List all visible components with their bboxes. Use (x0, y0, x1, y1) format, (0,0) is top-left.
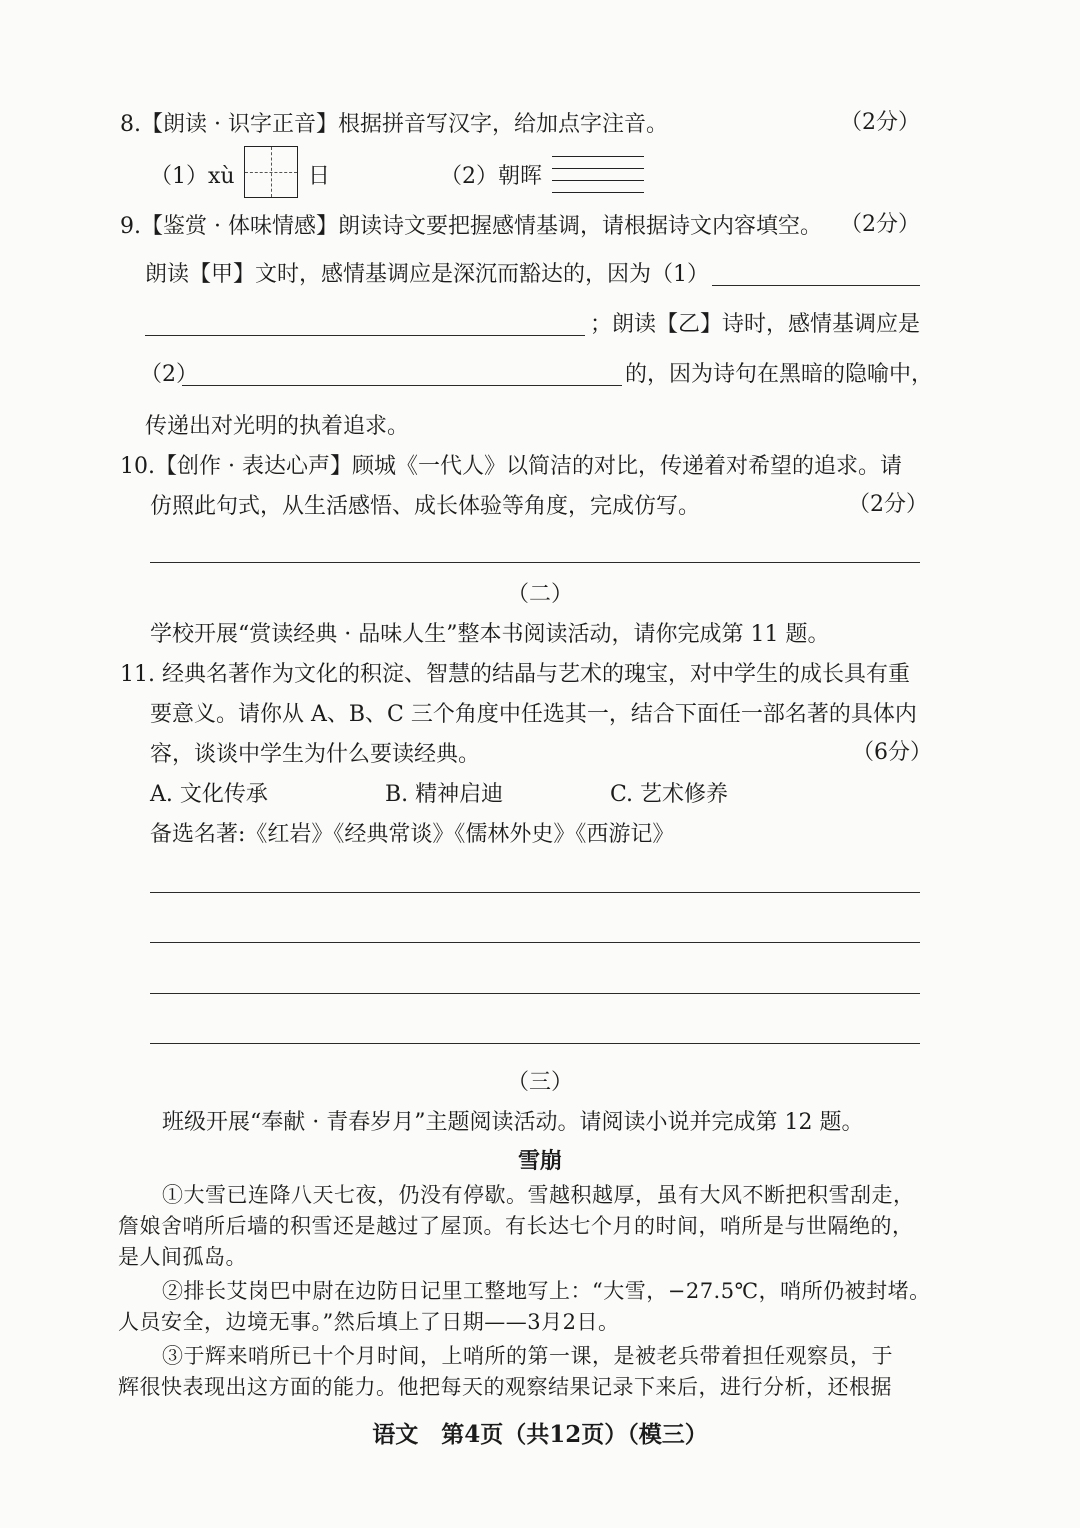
section2-heading: （二） (506, 582, 573, 607)
story-title: 雪崩 (517, 1148, 562, 1174)
page-footer: 语文 第4页（共12页）（模三） (372, 1421, 708, 1448)
q11-answer-line-2[interactable] (150, 942, 920, 943)
q9-line2: ；朗读【乙】诗时，感情基调应是 (590, 312, 921, 337)
q9-line3-prefix: （2） (140, 362, 198, 387)
story-p1-line3: 是人间孤岛。 (118, 1245, 247, 1269)
tianzige-box[interactable] (244, 146, 298, 198)
q11-line1: 11. 经典名著作为文化的积淀、智慧的结晶与艺术的瑰宝，对中学生的成长具有重 (120, 662, 910, 687)
q11-line3: 容，谈谈中学生为什么要读经典。 (150, 742, 481, 767)
q11-answer-line-1[interactable] (150, 892, 920, 893)
q11-points: （6分） (852, 740, 932, 765)
q8-points: （2分） (840, 110, 920, 135)
q9-blank1a[interactable] (712, 285, 920, 286)
q9-blank2[interactable] (182, 385, 622, 386)
q9-line4: 传递出对光明的执着追求。 (145, 414, 410, 439)
story-p3-line2: 辉很快表现出这方面的能力。他把每天的观察结果记录下来后，进行分析，还根据 (118, 1375, 892, 1399)
q11-option-b: B. 精神启迪 (385, 782, 504, 807)
q10-answer-line[interactable] (150, 562, 920, 563)
story-p1-line1: ①大雪已连降八天七夜，仍没有停歇。雪越积越厚，虽有大风不断把积雪刮走， (162, 1183, 915, 1207)
q10-text: 10.【创作 · 表达心声】顾城《一代人》以简洁的对比，传递着对希望的追求。请 (120, 454, 902, 479)
q9-line1: 朗读【甲】文时，感情基调应是深沉而豁达的，因为（1） (145, 262, 709, 287)
section2-intro: 学校开展“赏读经典 · 品味人生”整本书阅读活动，请你完成第 11 题。 (150, 622, 830, 647)
story-p3-line1: ③于辉来哨所已十个月时间，上哨所的第一课，是被老兵带着担任观察员，于 (162, 1344, 893, 1368)
q8-item2: （2）朝晖 (440, 164, 542, 189)
q8-text: 8.【朗读 · 识字正音】根据拼音写汉字，给加点字注音。 (120, 112, 668, 137)
q11-answer-line-3[interactable] (150, 993, 920, 994)
q11-option-a: A. 文化传承 (150, 782, 268, 807)
q9-line3-suffix: 的，因为诗句在黑暗的隐喻中， (625, 362, 934, 387)
q10-points: （2分） (848, 492, 928, 517)
section3-intro: 班级开展“奉献 · 青春岁月”主题阅读活动。请阅读小说并完成第 12 题。 (162, 1110, 864, 1135)
q11-line2: 要意义。请你从 A、B、C 三个角度中任选其一，结合下面任一部名著的具体内 (150, 702, 917, 727)
q11-answer-line-4[interactable] (150, 1043, 920, 1044)
q9-text: 9.【鉴赏 · 体味情感】朗读诗文要把握感情基调，请根据诗文内容填空。 (120, 214, 822, 239)
pinyin-lines[interactable] (552, 156, 644, 192)
q11-books: 备选名著:《红岩》《经典常谈》《儒林外史》《西游记》 (150, 822, 675, 847)
section3-heading: （三） (506, 1070, 573, 1095)
q11-option-c: C. 艺术修养 (610, 782, 729, 807)
q8-item1-suffix: 日 (308, 164, 331, 189)
q9-points: （2分） (840, 212, 920, 237)
q10-line2: 仿照此句式，从生活感悟、成长体验等角度，完成仿写。 (150, 494, 701, 519)
story-p2-line2: 人员安全，边境无事。”然后填上了日期——3月2日。 (118, 1310, 620, 1334)
q9-blank1b[interactable] (145, 335, 585, 336)
story-p1-line2: 詹娘舍哨所后墙的积雪还是越过了屋顶。有长达七个月的时间，哨所是与世隔绝的， (118, 1214, 914, 1238)
story-p2-line1: ②排长艾岗巴中尉在边防日记里工整地写上：“大雪，−27.5℃，哨所仍被封堵。 (162, 1279, 931, 1303)
q8-item1-prefix: （1）xù (150, 164, 235, 189)
